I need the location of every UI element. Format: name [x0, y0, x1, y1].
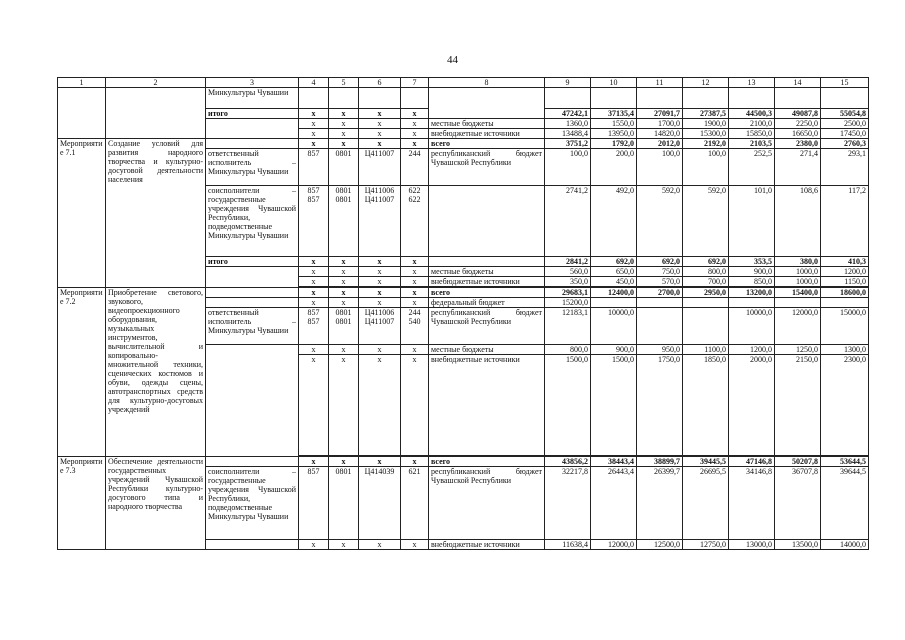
value-cell: 55054,8: [821, 109, 869, 119]
value-cell: 44500,3: [729, 109, 775, 119]
header-cell: 6: [359, 78, 401, 88]
header-row: [58, 78, 869, 88]
executor-cell: Минкультуры Чувашии: [206, 88, 299, 109]
table-row: x x x x местные бюджеты 1360,0 1550,0 1700,0 1900,0 2100,0 2250,0 2500,0: [58, 119, 869, 129]
source-cell: всего: [429, 139, 545, 149]
source-cell: внебюджетные источники: [429, 540, 545, 550]
value-cell: 27091,7: [637, 109, 683, 119]
value-cell: 37135,4: [591, 109, 637, 119]
value-cell: 49087,8: [775, 109, 821, 119]
table-row: x x x x внебюджетные источники 350,0 450,0 570,0 700,0 850,0 1000,0 1150,0: [58, 277, 869, 287]
source-cell: внебюджетные источники: [429, 129, 545, 139]
table-row: итого x x x x 2841,2 692,0 692,0 692,0 353,5 380,0 410,3: [58, 257, 869, 267]
source-cell: местные бюджеты: [429, 267, 545, 277]
table-row: x x x x местные бюджеты 800,0 900,0 950,0 1100,0 1200,0 1250,0 1300,0: [58, 345, 869, 355]
value-cell: 47242,1: [545, 109, 591, 119]
table-row: Мероприятие 7.3 Обеспечение деятельности государственных учреждений Чувашской Республики культурно-досугового типа и народного творчества x x x x всего 43856,2 38443,4 38899,7 39445,5 47146,8 50207,8 53644,5: [58, 457, 869, 467]
source-cell: республиканский бюджет Чувашской Республики: [429, 467, 545, 540]
table-row: x x x x местные бюджеты 560,0 650,0 750,0 800,0 900,0 1000,0 1200,0: [58, 267, 869, 277]
table-row: ответственный исполнитель – Минкультуры Чувашии 857 857 0801 0801 Ц411006 Ц411007 244 540 республиканский бюджет Чувашской Республики 12183,1 10000,0 10000,0 12000,0 15000,0: [58, 308, 869, 345]
measure-title: Создание условий для развития народного творчества и культурно-досуговой деятельности населения: [106, 139, 206, 288]
header-cell: 15: [821, 78, 869, 88]
table-row: x x x x внебюджетные источники 1500,0 1500,0 1750,0 1850,0 2000,0 2150,0 2300,0: [58, 355, 869, 456]
executor-cell: соисполнители – государственные учреждения Чувашской Республики, подведомственные Минкультуры Чувашии: [206, 467, 299, 540]
measure-label: Мероприятие 7.3: [58, 457, 106, 550]
header-cell: 1: [58, 78, 106, 88]
header-cell: 9: [545, 78, 591, 88]
header-cell: 5: [329, 78, 359, 88]
header-cell: 8: [429, 78, 545, 88]
executor-cell: соисполнители – государственные учреждения Чувашской Республики, подведомственные Минкультуры Чувашии: [206, 186, 299, 257]
header-cell: 2: [106, 78, 206, 88]
table-row: Мероприятие 7.2 Приобретение светового, звукового, видеопроекционного оборудования, музыкальных инструментов, вычислительной и копировально-множительной техники, сценических костюмов и обуви, одежды сцены, автотранспортных средств для культурно-досуговых учреждений x x x x всего 29683,1 12400,0 2700,0 2950,0 13200,0 15400,0 18600,0: [58, 288, 869, 298]
budget-table: [57, 77, 869, 550]
header-cell: 10: [591, 78, 637, 88]
source-cell: местные бюджеты: [429, 119, 545, 129]
executor-cell: ответственный исполнитель – Минкультуры Чувашии: [206, 308, 299, 345]
executor-cell: ответственный исполнитель – Минкультуры Чувашии: [206, 149, 299, 186]
source-cell: внебюджетные источники: [429, 277, 545, 287]
measure-label: Мероприятие 7.2: [58, 288, 106, 457]
itogo-label: итого: [206, 109, 299, 119]
source-cell: внебюджетные источники: [429, 355, 545, 456]
source-cell: республиканский бюджет Чувашской Республики: [429, 308, 545, 345]
source-cell: всего: [429, 288, 545, 298]
measure-title: Обеспечение деятельности государственных учреждений Чувашской Республики культурно-досугового типа и народного творчества: [106, 457, 206, 550]
header-cell: 13: [729, 78, 775, 88]
source-cell: всего: [429, 457, 545, 467]
header-cell: 14: [775, 78, 821, 88]
table-row: x x x x федеральный бюджет 15200,0: [58, 298, 869, 308]
table-row: ответственный исполнитель – Минкультуры Чувашии 857 0801 Ц411007 244 республиканский бюджет Чувашской Республики 100,0 200,0 100,0 100,0 252,5 271,4 293,1: [58, 149, 869, 186]
source-cell: федеральный бюджет: [429, 298, 545, 308]
header-cell: 4: [299, 78, 329, 88]
measure-title: Приобретение светового, звукового, видеопроекционного оборудования, музыкальных инструментов, вычислительной и копировально-множительной техники, сценических костюмов и обуви, одежды сцены, автотранспортных средств для культурно-досуговых учреждений: [106, 288, 206, 457]
header-cell: 3: [206, 78, 299, 88]
value-cell: 27387,5: [683, 109, 729, 119]
source-cell: местные бюджеты: [429, 345, 545, 355]
table-row: соисполнители – государственные учреждения Чувашской Республики, подведомственные Минкультуры Чувашии 857 857 0801 0801 Ц411006 Ц411007 622 622 2741,2 492,0 592,0 592,0 101,0 108,6 117,2: [58, 186, 869, 257]
table-row: x x x x внебюджетные источники 11638,4 12000,0 12500,0 12750,0 13000,0 13500,0 14000,0: [58, 540, 869, 550]
table-row: итого x x x x 47242,1 37135,4 27091,7 27387,5 44500,3 49087,8 55054,8: [58, 109, 869, 119]
measure-label: Мероприятие 7.1: [58, 139, 106, 288]
table-row: [58, 88, 869, 109]
table-row: Мероприятие 7.1 Создание условий для развития народного творчества и культурно-досуговой деятельности населения x x x x всего 3751,2 1792,0 2012,0 2192,0 2103,5 2380,0 2760,3: [58, 139, 869, 149]
table-row: x x x x внебюджетные источники 13488,4 13950,0 14820,0 15300,0 15850,0 16650,0 17450,0: [58, 129, 869, 139]
source-cell: республиканский бюджет Чувашской Республики: [429, 149, 545, 186]
itogo-label: итого: [206, 257, 299, 267]
header-cell: 11: [637, 78, 683, 88]
page-number: 44: [447, 54, 458, 66]
table-row: соисполнители – государственные учреждения Чувашской Республики, подведомственные Минкультуры Чувашии 857 0801 Ц414039 621 республиканский бюджет Чувашской Республики 32217,8 26443,4 26399,7 26695,5 34146,8 36707,8 39644,5: [58, 467, 869, 540]
header-cell: 12: [683, 78, 729, 88]
header-cell: 7: [401, 78, 429, 88]
